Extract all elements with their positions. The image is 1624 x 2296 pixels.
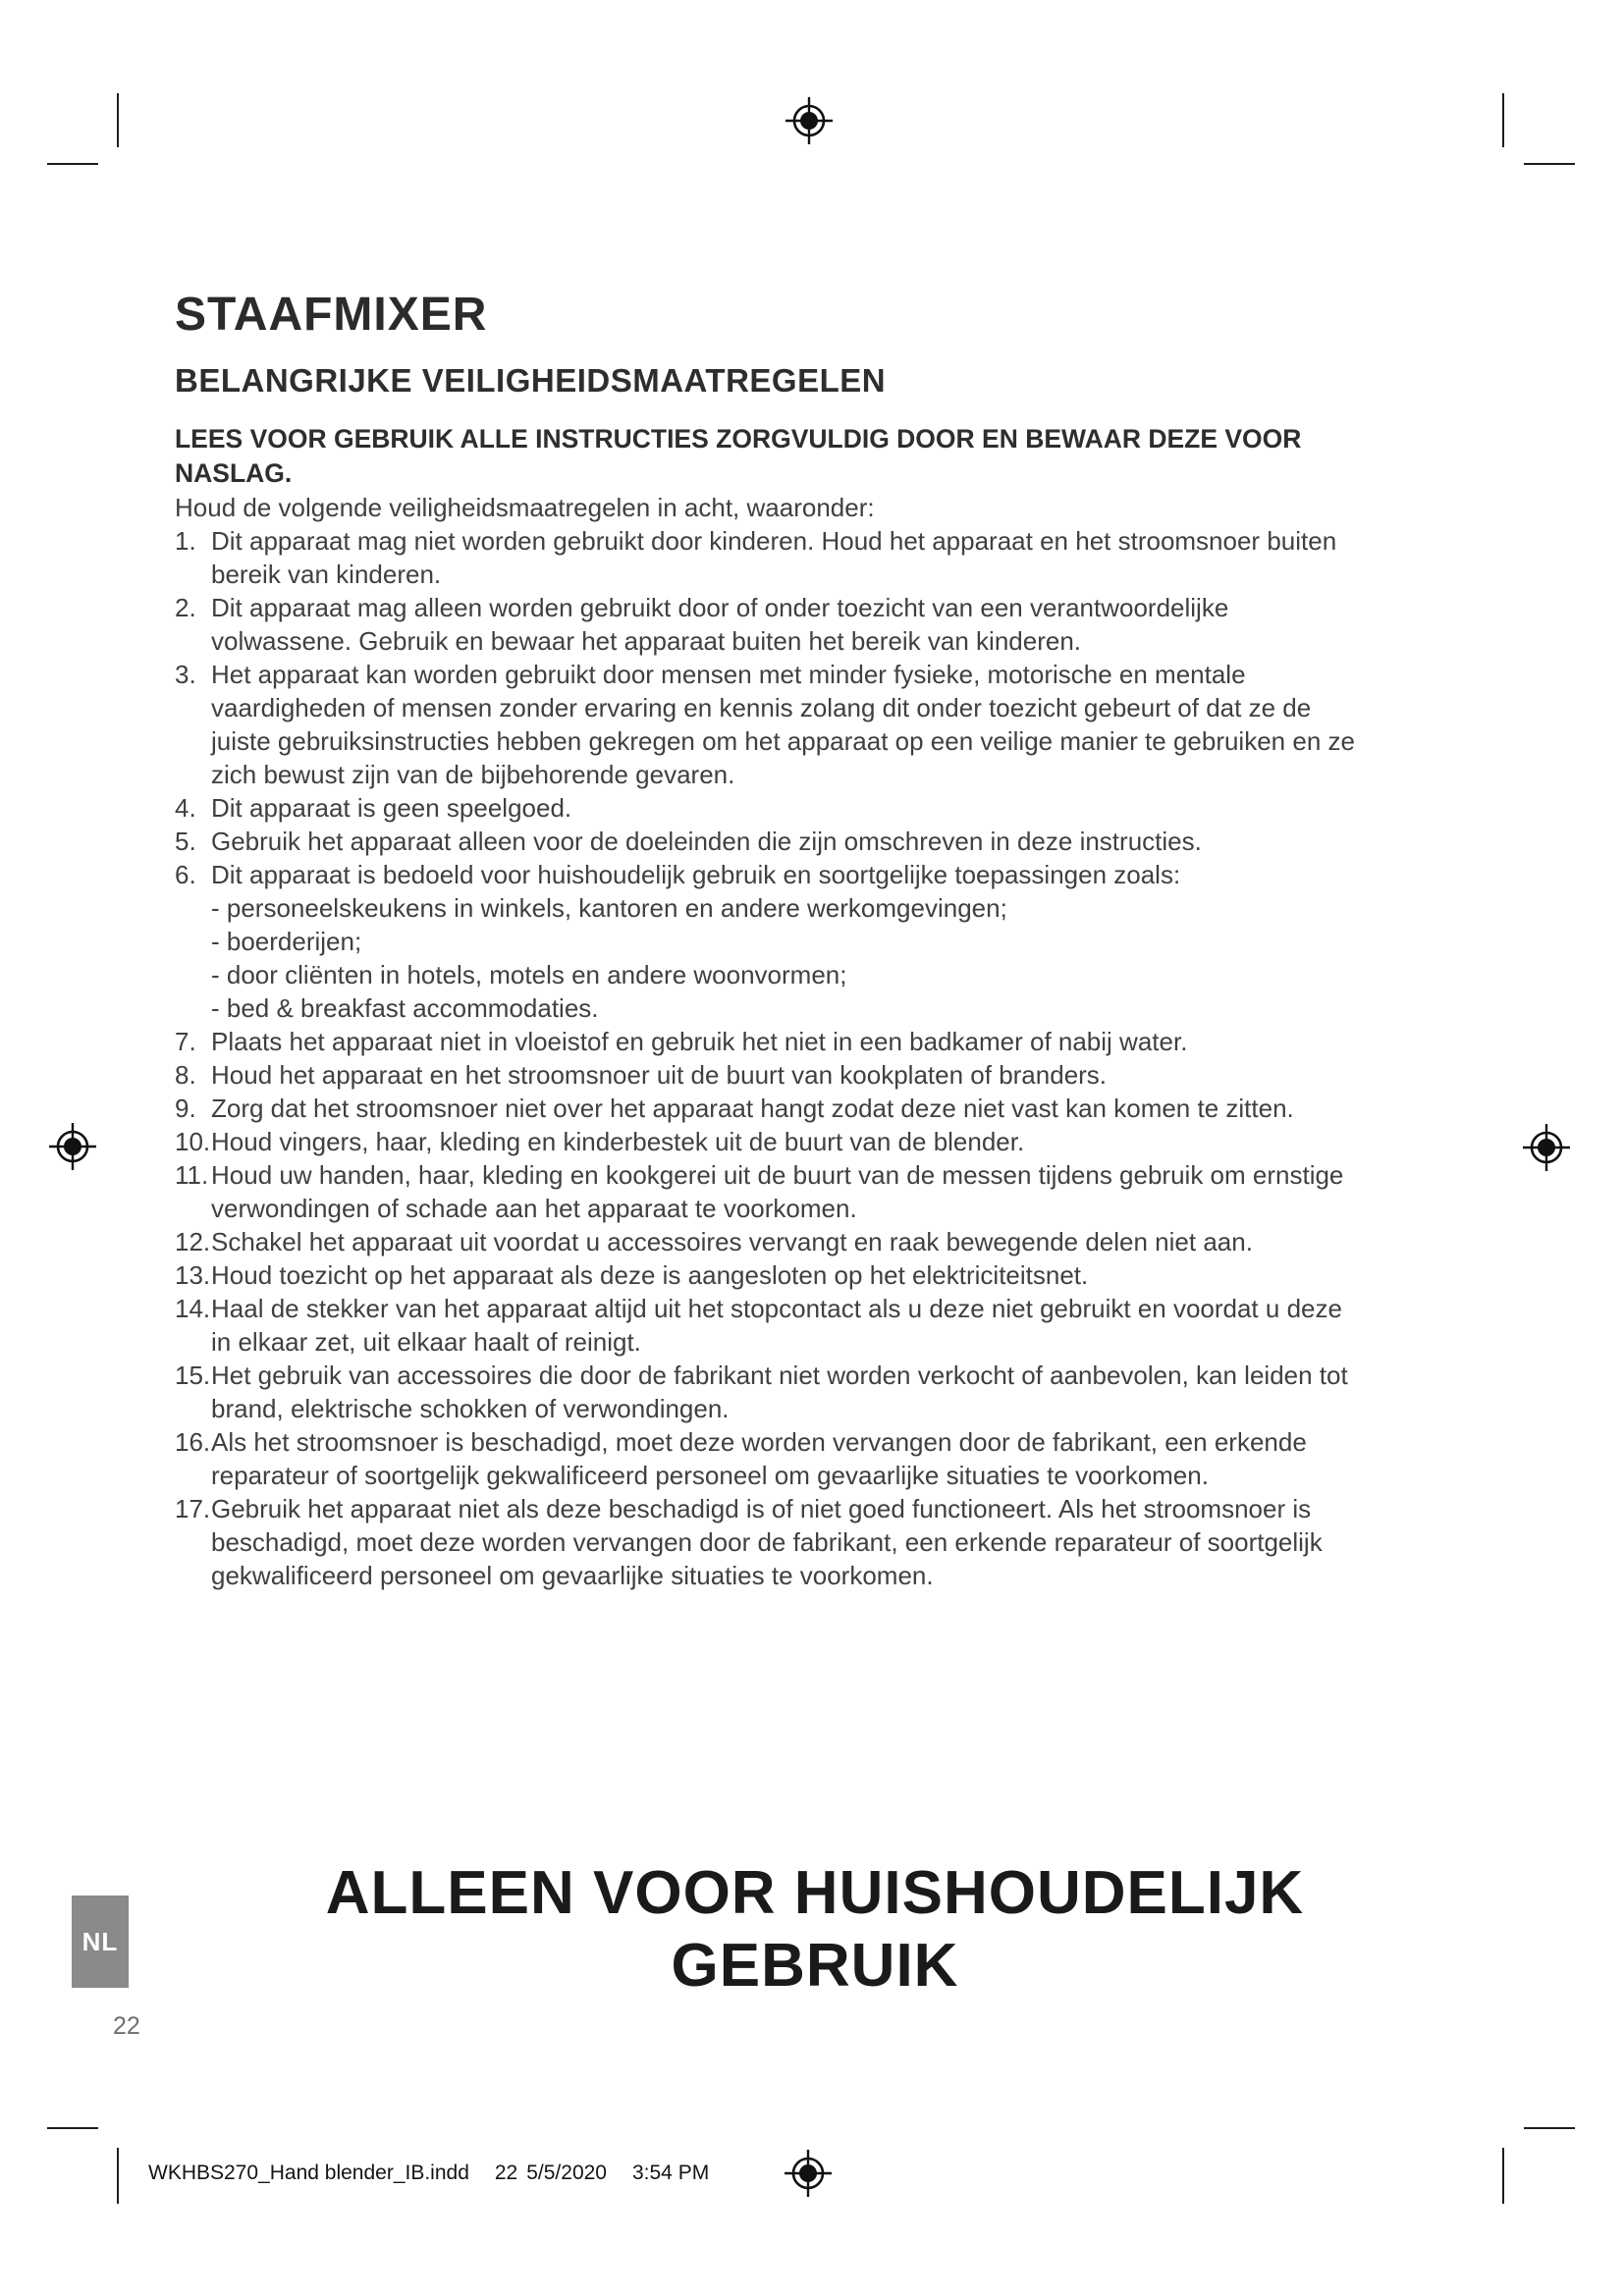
household-use-line1: ALLEEN VOOR HUISHOUDELIJK bbox=[325, 1859, 1305, 1927]
safety-item bbox=[175, 1359, 1368, 1425]
safety-instructions-section bbox=[175, 289, 1368, 1592]
safety-item bbox=[175, 1425, 1368, 1492]
item-text: Houd het apparaat en het stroomsnoer uit de buurt van kookplaten of branders. bbox=[211, 1060, 1108, 1090]
footer-filename: WKHBS270_Hand blender_IB.indd bbox=[148, 2162, 469, 2184]
item-number: 9. bbox=[175, 1094, 196, 1123]
crop-mark-icon bbox=[1502, 2148, 1504, 2204]
item-number: 16. bbox=[175, 1427, 211, 1457]
safety-item bbox=[175, 1225, 1368, 1258]
item-subitem: - personeelskeukens in winkels, kantoren en andere werkomgevingen; bbox=[211, 893, 1007, 923]
item-number: 11. bbox=[175, 1160, 209, 1190]
page-number: 22 bbox=[113, 2012, 140, 2040]
item-number: 2. bbox=[175, 593, 196, 622]
safety-item bbox=[175, 591, 1368, 658]
crop-mark-icon bbox=[47, 163, 98, 165]
item-subitem: - door cliënten in hotels, motels en andere woonvormen; bbox=[211, 960, 847, 989]
item-text: Het apparaat kan worden gebruikt door mensen met minder fysieke, motorische en mentale vaardigheden of mensen zonder ervaring en kennis zolang dit onder toezicht gebeurt of dat ze de juiste gebruiksinstructies hebben gekregen om het apparaat op een veilige manier te gebruiken en ze zich bewust zijn van de bijbehorende gevaren. bbox=[211, 660, 1355, 789]
item-number: 8. bbox=[175, 1060, 196, 1090]
safety-item bbox=[175, 1125, 1368, 1158]
household-use-line2: GEBRUIK bbox=[671, 1932, 959, 2000]
safety-item bbox=[175, 791, 1368, 825]
registration-mark-icon bbox=[49, 1123, 96, 1170]
registration-mark-icon bbox=[785, 2150, 832, 2197]
safety-item bbox=[175, 1292, 1368, 1359]
item-text: Houd toezicht op het apparaat als deze is aangesloten op het elektriciteitsnet. bbox=[211, 1260, 1089, 1290]
safety-item bbox=[175, 858, 1368, 1025]
crop-mark-icon bbox=[1524, 163, 1575, 165]
item-subitem: - boerderijen; bbox=[211, 927, 362, 956]
item-text: Houd uw handen, haar, kleding en kookgerei uit de buurt van de messen tijdens gebruik om ernstige verwondingen of schade aan het apparaat te voorkomen. bbox=[211, 1160, 1344, 1223]
item-text: Houd vingers, haar, kleding en kinderbestek uit de buurt van de blender. bbox=[211, 1127, 1025, 1156]
item-text: Gebruik het apparaat alleen voor de doeleinden die zijn omschreven in deze instructies. bbox=[211, 827, 1202, 856]
item-text: Zorg dat het stroomsnoer niet over het apparaat hangt zodat deze niet vast kan komen te zitten. bbox=[211, 1094, 1294, 1123]
item-number: 3. bbox=[175, 660, 196, 689]
item-text: Dit apparaat mag alleen worden gebruikt door of onder toezicht van een verantwoordelijke volwassene. Gebruik en bewaar het apparaat buiten het bereik van kinderen. bbox=[211, 593, 1229, 656]
crop-mark-icon bbox=[47, 2127, 98, 2129]
safety-item bbox=[175, 1492, 1368, 1592]
print-footer bbox=[148, 2162, 709, 2185]
item-text: Schakel het apparaat uit voordat u accessoires vervangt en raak bewegende delen niet aan. bbox=[211, 1227, 1253, 1256]
intro-line: Houd de volgende veiligheidsmaatregelen in acht, waaronder: bbox=[175, 493, 875, 522]
safety-item bbox=[175, 1092, 1368, 1125]
language-tab: NL bbox=[72, 1896, 129, 1988]
footer-date: 5/5/2020 bbox=[526, 2162, 607, 2184]
safety-item bbox=[175, 1058, 1368, 1092]
crop-mark-icon bbox=[117, 2148, 119, 2204]
item-number: 14. bbox=[175, 1294, 211, 1323]
safety-list bbox=[175, 524, 1368, 1592]
read-instructions-warning: LEES VOOR GEBRUIK ALLE INSTRUCTIES ZORGVULDIG DOOR EN BEWAAR DEZE VOOR NASLAG. bbox=[175, 424, 1302, 488]
safety-item bbox=[175, 825, 1368, 858]
footer-time: 3:54 PM bbox=[631, 2162, 710, 2184]
item-subitem: - bed & breakfast accommodaties. bbox=[211, 993, 599, 1023]
item-number: 1. bbox=[175, 526, 196, 556]
crop-mark-icon bbox=[1524, 2127, 1575, 2129]
safety-item bbox=[175, 1258, 1368, 1292]
item-number: 10. bbox=[175, 1127, 211, 1156]
crop-mark-icon bbox=[1502, 93, 1504, 147]
item-number: 7. bbox=[175, 1027, 196, 1056]
item-text: Haal de stekker van het apparaat altijd uit het stopcontact als u deze niet gebruikt en voordat u deze in elkaar zet, uit elkaar haalt of reinigt. bbox=[211, 1294, 1342, 1357]
registration-mark-icon bbox=[785, 97, 833, 144]
item-text: Dit apparaat mag niet worden gebruikt door kinderen. Houd het apparaat en het stroomsnoer buiten bereik van kinderen. bbox=[211, 526, 1337, 589]
item-number: 6. bbox=[175, 860, 196, 889]
safety-item bbox=[175, 658, 1368, 791]
item-text: Als het stroomsnoer is beschadigd, moet deze worden vervangen door de fabrikant, een erkende reparateur of soortgelijk gekwalificeerd personeel om gevaarlijke situaties te voorkomen. bbox=[211, 1427, 1307, 1490]
item-number: 17. bbox=[175, 1494, 211, 1523]
item-text: Plaats het apparaat niet in vloeistof en gebruik het niet in een badkamer of nabij water. bbox=[211, 1027, 1188, 1056]
item-text: Gebruik het apparaat niet als deze beschadigd is of niet goed functioneert. Als het stroomsnoer is beschadigd, moet deze worden vervangen door de fabrikant, een erkende reparateur of soortgelijk gekwalificeerd personeel om gevaarlijke situaties te voorkomen. bbox=[211, 1494, 1323, 1590]
item-number: 13. bbox=[175, 1260, 211, 1290]
crop-mark-icon bbox=[117, 93, 119, 147]
safety-item bbox=[175, 1025, 1368, 1058]
household-use-heading bbox=[193, 1857, 1436, 2002]
item-number: 12. bbox=[175, 1227, 211, 1256]
safety-item bbox=[175, 524, 1368, 591]
page-title: STAAFMIXER bbox=[175, 289, 488, 341]
item-text: Dit apparaat is bedoeld voor huishoudelijk gebruik en soortgelijke toepassingen zoals: - personeelskeukens in winkels, kantoren en andere werkomgevingen; - boerderijen; - door cliënten in hotels, motels en andere woonvormen; - bed & breakfast accommodaties. bbox=[211, 858, 1368, 1025]
item-number: 5. bbox=[175, 827, 196, 856]
registration-mark-icon bbox=[1523, 1124, 1570, 1171]
item-text: Dit apparaat is geen speelgoed. bbox=[211, 793, 572, 823]
item-number: 15. bbox=[175, 1361, 211, 1390]
section-heading: BELANGRIJKE VEILIGHEIDSMAATREGELEN bbox=[175, 362, 887, 399]
safety-item bbox=[175, 1158, 1368, 1225]
item-number: 4. bbox=[175, 793, 196, 823]
item-text: Het gebruik van accessoires die door de fabrikant niet worden verkocht of aanbevolen, kan leiden tot brand, elektrische schokken of verwondingen. bbox=[211, 1361, 1348, 1423]
footer-page: 22 bbox=[494, 2162, 518, 2184]
